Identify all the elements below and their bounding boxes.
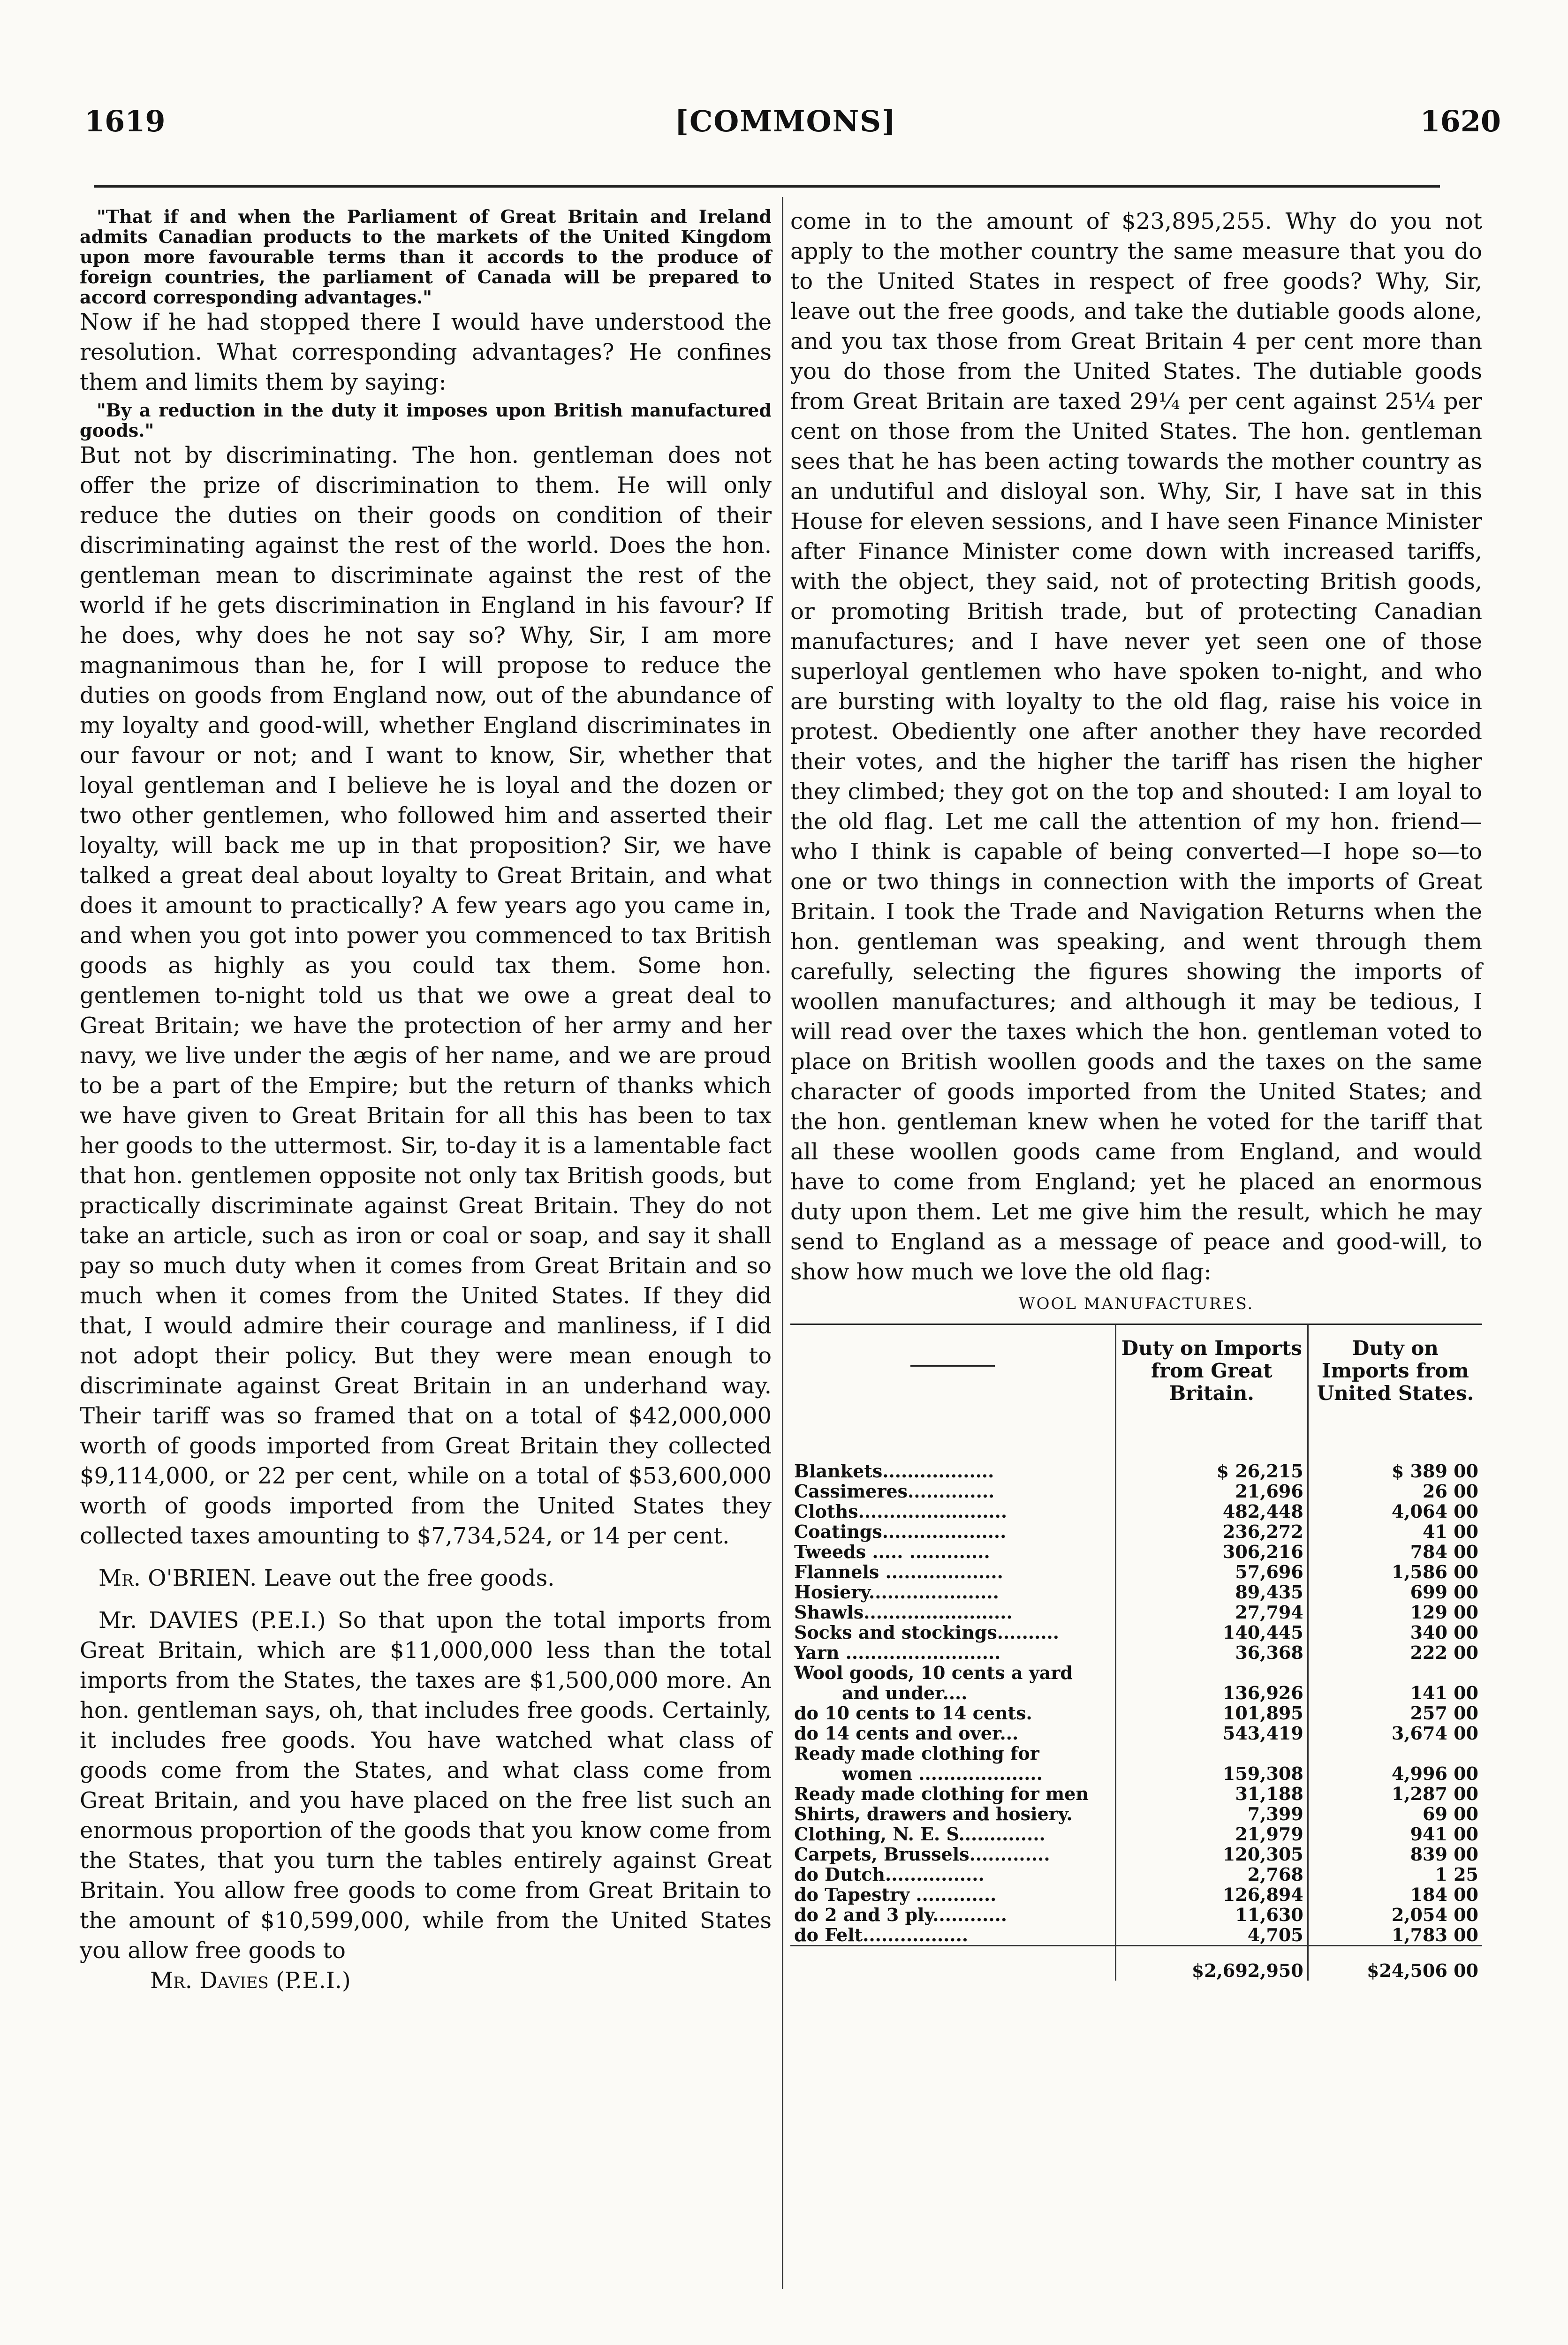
table-row [790,1602,1482,1622]
paragraph: Now if he had stopped there I would have understood the resolution. What corresponding advantages? He confines them and limits them by saying: [80,309,772,395]
cell-us: 941 00 [1308,1824,1482,1844]
cell-item: Yarn ......................... [794,1642,1001,1663]
cell-item: Clothing, N. E. S.............. [794,1823,1045,1845]
table-row [790,1844,1482,1864]
cell-us: 3,674 00 [1308,1723,1482,1743]
cell-us: 184 00 [1308,1884,1482,1905]
table-header-row [790,1324,1482,1461]
table-row [790,1784,1482,1804]
cell-us: 839 00 [1308,1844,1482,1864]
cell-item: do 2 and 3 ply............ [794,1904,1007,1925]
table-row [790,1481,1482,1501]
cell-item: Wool goods, 10 cents a yard [794,1662,1073,1683]
cell-us: 1 25 [1308,1864,1482,1884]
cell-us: 1,287 00 [1308,1784,1482,1804]
page-number-right: 1620 [1420,104,1501,138]
cell-us: 4,064 00 [1308,1501,1482,1521]
cell-item: Cassimeres.............. [794,1481,995,1502]
table-row [790,1683,1482,1703]
cell-item: and under.... [842,1682,968,1703]
cell-total_us: $24,506 00 [1308,1946,1482,1981]
table-row [790,1824,1482,1844]
cell-gb: 21,696 [1115,1481,1308,1501]
cell-item: do 14 cents and over... [794,1723,1019,1744]
cell-gb: 159,308 [1115,1763,1308,1784]
cell-us: 26 00 [1308,1481,1482,1501]
cell-gb [1115,1743,1308,1763]
cell-item: Tweeds ..... ............. [794,1541,990,1562]
cell-us: 141 00 [1308,1683,1482,1703]
table-row [790,1925,1482,1946]
speaker-text: So that upon the total imports from Great Britain, which are $11,000,000 less than the total imports from the States, the taxes are $1,500,000 more. An hon. gentleman says, oh, that includes free goods. Certainly, it includes free goods. You have watched what class of goods come from the States, and what class come from Great Britain, and you have placed on the free list such an enormous proportion of the goods that you know come from the States, that you turn the tables entirely against Great Britain. You allow free goods to come from Great Britain to the amount of $10,599,000, while from the United States you allow free goods to [80,1607,772,1964]
cell-us: 257 00 [1308,1703,1482,1723]
cell-gb: 4,705 [1115,1925,1308,1946]
right-column [790,206,1482,1981]
table-row [790,1642,1482,1663]
cell-gb: 7,399 [1115,1804,1308,1824]
cell-gb: 236,272 [1115,1521,1308,1542]
header-rule [94,185,1440,188]
cell-item: do Dutch................ [794,1864,985,1885]
cell-item: Ready made clothing for men [794,1783,1089,1804]
table-row [790,1804,1482,1824]
cell-us [1308,1663,1482,1683]
cell-gb: 2,768 [1115,1864,1308,1884]
cell-item: do 10 cents to 14 cents. [794,1702,1032,1724]
cell-gb: 57,696 [1115,1562,1308,1582]
cell-item: Coatings.................... [794,1521,1007,1542]
cell-item: Carpets, Brussels............. [794,1844,1050,1865]
cell-gb: 21,979 [1115,1824,1308,1844]
table-row [790,1521,1482,1542]
table-header-blank [790,1324,1115,1461]
cell-gb: $ 26,215 [1115,1461,1308,1481]
table-body [790,1461,1482,1981]
cell-gb: 36,368 [1115,1642,1308,1663]
cell-item: women .................... [842,1763,1043,1784]
footer-speaker: Mr. Davies (P.E.I.) [150,1967,351,1994]
table-total-row [790,1946,1482,1981]
cell-item: Shirts, drawers and hosiery. [794,1803,1073,1824]
cell-gb: 543,419 [1115,1723,1308,1743]
cell-gb: 306,216 [1115,1542,1308,1562]
cell-us: 1,586 00 [1308,1562,1482,1582]
table-row [790,1763,1482,1784]
cell-total_gb: $2,692,950 [1115,1946,1308,1981]
speaker-obrien-line [80,1563,772,1593]
cell-us: 2,054 00 [1308,1905,1482,1925]
table-row [790,1501,1482,1521]
cell-item: Blankets.................. [794,1460,994,1482]
left-column [80,206,772,1996]
header-title: [COMMONS] [674,104,897,138]
cell-us: 784 00 [1308,1542,1482,1562]
cell-gb: 31,188 [1115,1784,1308,1804]
cell-us: 129 00 [1308,1602,1482,1622]
column-header-us: Duty on Imports from United States. [1308,1324,1482,1461]
table-row [790,1723,1482,1743]
cell-item: Socks and stockings.......... [794,1622,1060,1643]
cell-us: $ 389 00 [1308,1461,1482,1481]
cell-us: 699 00 [1308,1582,1482,1602]
table-row [790,1582,1482,1602]
cell-item: Hosiery..................... [794,1581,999,1603]
column-header-gb: Duty on Imports from Great Britain. [1115,1324,1308,1461]
table-row [790,1562,1482,1582]
cell-item: Shawls........................ [794,1602,1013,1623]
cell-gb: 11,630 [1115,1905,1308,1925]
table-row [790,1905,1482,1925]
speaker-text: Leave out the free goods. [264,1565,555,1591]
cell-gb: 482,448 [1115,1501,1308,1521]
cell-gb: 89,435 [1115,1582,1308,1602]
cell-item: Ready made clothing for [794,1743,1039,1764]
table-row [790,1663,1482,1683]
table-title: WOOL MANUFACTURES. [1018,1294,1254,1313]
table-row [790,1461,1482,1481]
cell-item: do Felt................. [794,1924,969,1945]
cell-gb: 27,794 [1115,1602,1308,1622]
cell-gb: 136,926 [1115,1683,1308,1703]
table-row [790,1884,1482,1905]
quote-reduction: "By a reduction in the duty it imposes upon British manufactured goods." [80,400,772,441]
cell-gb: 101,895 [1115,1703,1308,1723]
cell-us: 1,783 00 [1308,1925,1482,1946]
cell-gb [1115,1663,1308,1683]
cell-us: 4,996 00 [1308,1763,1482,1784]
table-row [790,1542,1482,1562]
wool-manufactures-table [790,1324,1482,1981]
cell-gb: 120,305 [1115,1844,1308,1864]
cell-us [1308,1743,1482,1763]
speaker-davies-line [80,1605,772,1966]
cell-us: 222 00 [1308,1642,1482,1663]
table-row [790,1622,1482,1642]
cell-us: 41 00 [1308,1521,1482,1542]
cell-item: Flannels ................... [794,1561,1003,1582]
paragraph: But not by discriminating. The hon. gentleman does not offer the prize of discrimination to them. He will only reduce the duties on their goods on condition of their discriminating against the rest of the world. Does the hon. gentleman mean to discriminate against the rest of the world if he gets discrimination in England in his favour? If he does, why does he not say so? Why, Sir, I am more magnanimous than he, for I will propose to reduce the duties on goods from England now, out of the abundance of my loyalty and good-will, whether England discriminates in our favour or not; and I want to know, Sir, whether that loyal gentleman and I believe he is loyal and the dozen or two other gentlemen, who followed him and asserted their loyalty, will back me up in that proposition? Sir, we have talked a great deal about loyalty to Great Britain, and what does it amount to practically? A few years ago you came in, and when you got into power you commenced to tax British goods as highly as you could tax them. Some hon. gentlemen to-night told us that we owe a great deal to Great Britain; we have the protection of her army and her navy, we live under the ægis of her name, and we are proud to be a part of the Empire; but the return of thanks which we have given to Great Britain for all this has been to tax her goods to the uttermost. Sir, to-day it is a lamentable fact that hon. gentlemen opposite not only tax British goods, but practically discriminate against Great Britain. They do not take an article, such as iron or coal or soap, and say it shall pay so much duty when it comes from Great Britain and so much when it comes from the United States. If they did that, I would admire their courage and manliness, if I did not adopt their policy. But they were mean enough to discriminate against Great Britain in an underhand way. Their tariff was so framed that on a total of $42,000,000 worth of goods imported from Great Britain they collected $9,114,000, or 22 per cent, while on a total of $53,600,000 worth of goods imported from the United States they collected taxes amounting to $7,734,524, or 14 per cent. [80,442,772,1549]
table-row [790,1703,1482,1723]
speaker-name: Mr. DAVIES (P.E.I.) [98,1607,326,1634]
cell-gb: 126,894 [1115,1884,1308,1905]
page-header [70,104,1501,146]
quote-resolution: "That if and when the Parliament of Great Britain and Ireland admits Canadian products to the markets of the United Kingdom upon more favourable terms than it accords to the produce of foreign countries, the parliament of Canada will be prepared to accord corresponding advantages." [80,206,772,308]
paragraph: come in to the amount of $23,895,255. Why do you not apply to the mother country the same measure that you do to the United States in respect of free goods? Why, Sir, leave out the free goods, and take the dutiable goods alone, and you tax those from Great Britain 4 per cent more than you do those from the United States. The dutiable goods from Great Britain are taxed 29¼ per cent against 25¼ per cent on those from the United States. The hon. gentleman sees that he has been acting towards the mother country as an undutiful and disloyal son. Why, Sir, I have sat in this House for eleven sessions, and I have seen Finance Minister after Finance Minister come down with increased tariffs, with the object, they said, not of protecting British goods, or promoting British trade, but of protecting Canadian manufactures; and I have never yet seen one of those superloyal gentlemen who have spoken to-night, and who are bursting with loyalty to the old flag, raise his voice in protest. Obediently one after another they have recorded their votes, and the higher the tariff has risen the higher they climbed; they got on the top and shouted: I am loyal to the old flag. Let me call the attention of my hon. friend—who I think is capable of being converted—I hope so—to one or two things in connection with the imports of Great Britain. I took the Trade and Navigation Returns when the hon. gentleman was speaking, and went through them carefully, selecting the figures showing the imports of woollen manufactures; and although it may be tedious, I will read over the taxes which the hon. gentleman voted to place on British woollen goods and the taxes on the same character of goods imported from the United States; and the hon. gentleman knew when he voted for the tariff that all these woollen goods came from England, and would have to come from England; yet he placed an enormous duty upon them. Let me give him the result, which he may send to England as a message of peace and good-will, to show how much we love the old flag: [790,208,1482,1285]
column-divider [782,197,783,2289]
cell-us: 69 00 [1308,1804,1482,1824]
cell-item: do Tapestry ............. [794,1884,997,1905]
page-number-left: 1619 [84,104,166,138]
speaker-name: Mr. O'BRIEN. [98,1565,257,1591]
cell-gb: 140,445 [1115,1622,1308,1642]
table-row [790,1864,1482,1884]
table-row [790,1743,1482,1763]
cell-item: Cloths........................ [794,1501,1007,1522]
cell-us: 340 00 [1308,1622,1482,1642]
cell-blank [790,1946,1115,1981]
